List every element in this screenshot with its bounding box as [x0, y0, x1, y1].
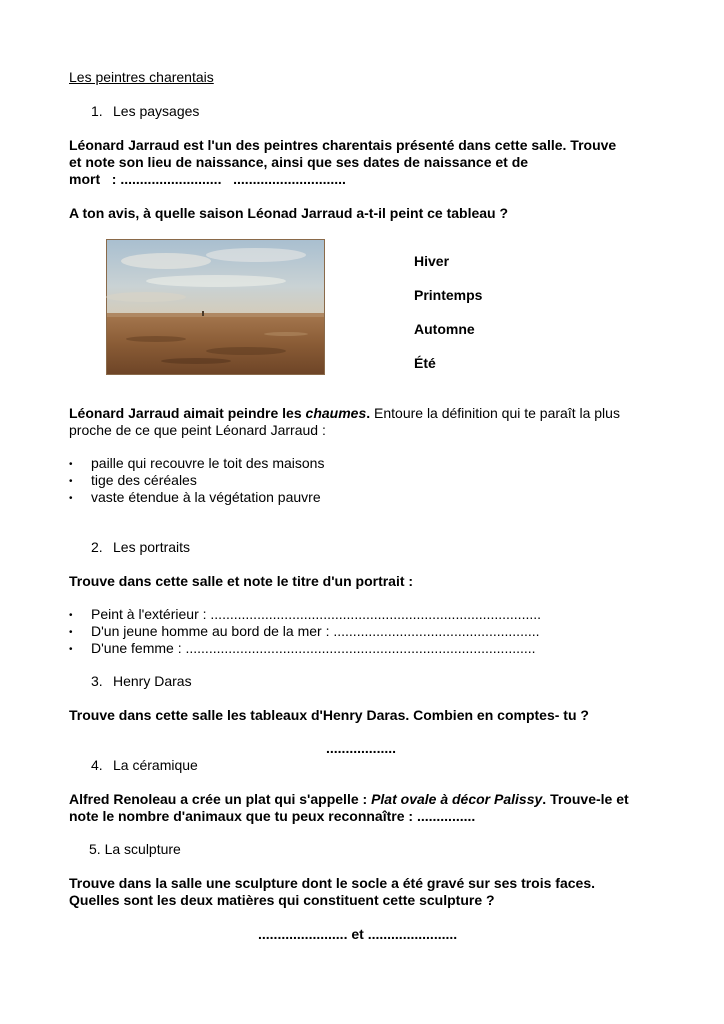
- question-7-answer-blank: ....................... et .......................: [258, 926, 458, 942]
- section-number: 2.: [91, 539, 103, 555]
- section-heading-2: [91, 539, 190, 556]
- question-7-line-2: Quelles sont les deux matières qui constituent cette sculpture ?: [69, 892, 495, 908]
- artwork-title: Plat ovale à décor Palissy: [371, 791, 543, 807]
- question-2: A ton avis, à quelle saison Léonad Jarraud a-t-il peint ce tableau ?: [69, 205, 509, 221]
- section-label: Les portraits: [113, 539, 191, 555]
- landscape-painting-image: [106, 239, 325, 375]
- definition-list: [69, 455, 324, 506]
- section-heading-1: [91, 103, 199, 120]
- section-number: 5.: [89, 841, 101, 857]
- portrait-list: [69, 606, 541, 657]
- question-1-line-3: mort : .......................... .............................: [69, 171, 346, 187]
- question-3-period: .: [366, 405, 371, 421]
- question-5: Trouve dans cette salle les tableaux d'Henry Daras. Combien en comptes- tu ?: [69, 707, 589, 723]
- question-1-line-2: et note son lieu de naissance, ainsi que ses dates de naissance et de: [69, 154, 529, 170]
- list-item: • D'une femme : ..........................................................................................: [69, 640, 541, 657]
- question-7-line-1: Trouve dans la salle une sculpture dont le socle a été gravé sur ses trois faces.: [69, 875, 595, 891]
- section-label: La céramique: [113, 757, 198, 773]
- question-3-bold-text: Léonard Jarraud aimait peindre les: [69, 405, 306, 421]
- list-item: • vaste étendue à la végétation pauvre: [69, 489, 324, 506]
- question-3-line-2: proche de ce que peint Léonard Jarraud :: [69, 422, 326, 438]
- season-options: [414, 253, 482, 389]
- list-item: • D'un jeune homme au bord de la mer : .....................................................: [69, 623, 541, 640]
- season-option-spring: Printemps: [414, 287, 483, 303]
- section-heading-4: [91, 757, 198, 774]
- question-5-answer-blank: ..................: [326, 740, 397, 756]
- section-number: 3.: [91, 673, 103, 689]
- season-option-winter: Hiver: [414, 253, 450, 269]
- section-number: 1.: [91, 103, 103, 119]
- question-6-line-2: note le nombre d'animaux que tu peux reconnaître : ...............: [69, 808, 476, 824]
- section-label: La sculpture: [104, 841, 181, 857]
- season-option-autumn: Automne: [414, 321, 475, 337]
- question-1-line-1: Léonard Jarraud est l'un des peintres charentais présenté dans cette salle. Trouve: [69, 137, 617, 153]
- question-3-keyword: chaumes: [305, 405, 367, 421]
- question-6-line-1: [69, 791, 629, 808]
- question-3-line-1: [69, 405, 620, 422]
- list-item: • tige des céréales: [69, 472, 324, 489]
- section-label: Henry Daras: [113, 673, 192, 689]
- section-heading-3: [91, 673, 192, 690]
- section-heading-5: [89, 841, 181, 858]
- page-title: Les peintres charentais: [69, 69, 214, 85]
- season-option-summer: Été: [414, 355, 436, 371]
- question-6-text-end: . Trouve-le et: [542, 791, 629, 807]
- list-item: • paille qui recouvre le toit des maisons: [69, 455, 324, 472]
- list-item: • Peint à l'extérieur : .....................................................................................: [69, 606, 541, 623]
- section-number: 4.: [91, 757, 103, 773]
- section-label: Les paysages: [113, 103, 200, 119]
- question-3-instruction: Entoure la définition qui te paraît la plus: [370, 405, 620, 421]
- question-6-text: Alfred Renoleau a crée un plat qui s'appelle :: [69, 791, 372, 807]
- question-4: Trouve dans cette salle et note le titre d'un portrait :: [69, 573, 414, 589]
